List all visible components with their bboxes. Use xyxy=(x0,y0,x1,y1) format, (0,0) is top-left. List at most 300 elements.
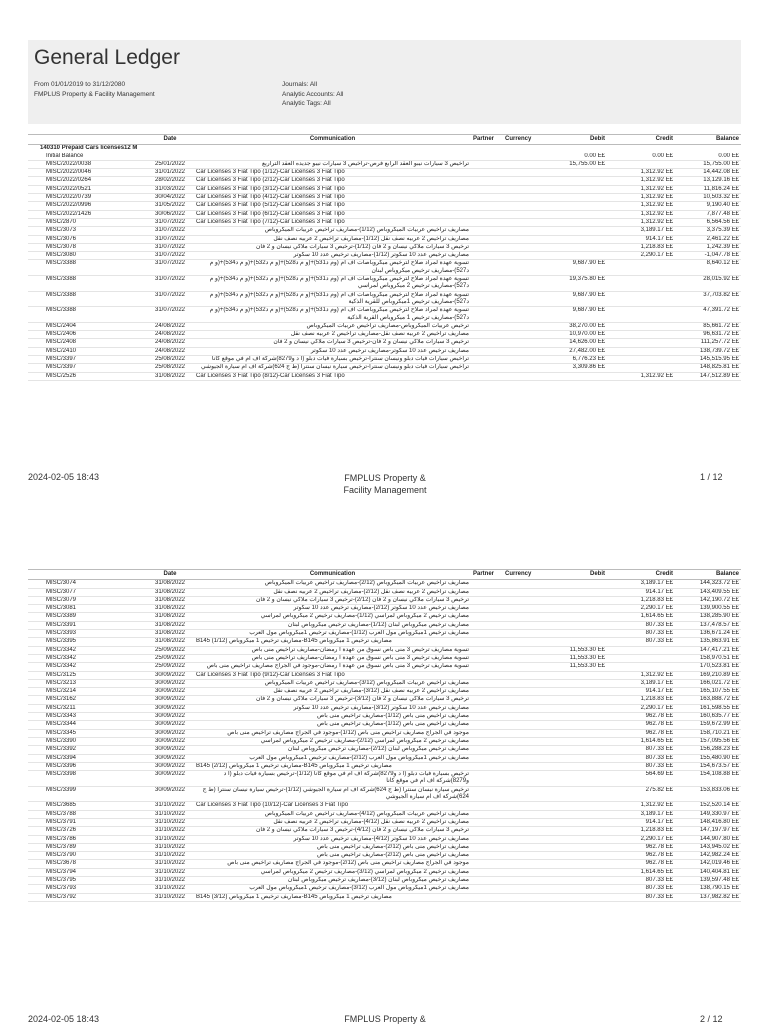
ledger-row xyxy=(28,588,741,596)
entry-date: 31/10/2022 xyxy=(146,810,194,818)
col-currency: Currency xyxy=(503,570,539,580)
entry-currency xyxy=(503,356,539,364)
entry-credit: 3,189.17 E£ xyxy=(607,580,675,588)
entry-debit: 11,553.30 E£ xyxy=(539,646,607,654)
entry-currency xyxy=(503,696,539,704)
entry-balance: -1,047.78 E£ xyxy=(675,252,741,260)
entry-date: 31/01/2022 xyxy=(146,169,194,177)
entry-credit: 807.33 E£ xyxy=(607,621,675,629)
entry-partner xyxy=(471,818,503,826)
entry-communication: B145 مصاريف ترخيص 1 ميكروباص (3/12)-B145 مصاريف ترخيص 1 ميكروباص xyxy=(194,893,471,901)
entry-partner xyxy=(471,810,503,818)
entry-debit xyxy=(539,762,607,770)
entry-balance: 154,108.88 E£ xyxy=(675,771,741,787)
ledger-row xyxy=(28,762,741,770)
entry-reference: MISC/3790 xyxy=(28,852,146,860)
entry-communication: مصاريف ترخيص ميكروباص لبنان (1/12)-مصاريف ترخيص ميكروباص لبنان xyxy=(194,621,471,629)
entry-currency xyxy=(503,372,539,380)
entry-partner xyxy=(471,802,503,810)
entry-partner xyxy=(471,671,503,679)
entry-date: 31/07/2022 xyxy=(146,243,194,251)
entry-communication: مصاريف تراخيص 2 عربيه نصف نقل (2/12)-مصاريف تراخيص 2 عربيه نصف نقل xyxy=(194,588,471,596)
entry-partner xyxy=(471,372,503,380)
entry-credit: 807.33 E£ xyxy=(607,762,675,770)
entry-date: 31/08/2022 xyxy=(146,588,194,596)
entry-balance: 3,375.39 E£ xyxy=(675,227,741,235)
entry-balance: 147,197.97 E£ xyxy=(675,827,741,835)
entry-credit: 962.78 E£ xyxy=(607,852,675,860)
entry-reference: MISC/3078 xyxy=(28,243,146,251)
ledger-row xyxy=(28,580,741,588)
entry-communication: مصاريف تراخيص عربيات الميكروباص (4/12)-مصاريف تراخيص عربيات الميكروباص xyxy=(194,810,471,818)
ledger-row xyxy=(28,169,741,177)
entry-balance: 140,404.81 E£ xyxy=(675,868,741,876)
entry-credit: 1,218.83 E£ xyxy=(607,696,675,704)
entry-communication: مصاريف تراخيص عربيات الميكروباص (1/12)-مصاريف تراخيص عربيات الميكروباص xyxy=(194,227,471,235)
entry-date: 31/08/2022 xyxy=(146,372,194,380)
entry-currency xyxy=(503,868,539,876)
entry-balance: 111,257.72 E£ xyxy=(675,339,741,347)
entry-balance: 0.00 E£ xyxy=(675,153,741,161)
ledger-row xyxy=(28,177,741,185)
entry-balance: 144,907.80 E£ xyxy=(675,835,741,843)
entry-reference: MISC/2022/0739 xyxy=(28,194,146,202)
entry-communication: ترخيص 3 سيارات ملاكي نيسان و 2 فان-ترخيص 3 سيارات ملاكي نيسان و 2 فان xyxy=(194,339,471,347)
entry-date: 31/07/2022 xyxy=(146,276,194,292)
entry-balance: 138,739.72 E£ xyxy=(675,347,741,355)
entry-credit: 1,312.92 E£ xyxy=(607,194,675,202)
entry-currency xyxy=(503,339,539,347)
ledger-row xyxy=(28,746,741,754)
entry-currency xyxy=(503,364,539,372)
entry-balance: 138,285.90 E£ xyxy=(675,613,741,621)
entry-communication: مصاريف تراخيص 2 عربيه نصف نقل (3/12)-مصاريف تراخيص 2 عربيه نصف نقل xyxy=(194,688,471,696)
entry-partner xyxy=(471,771,503,787)
entry-balance: 152,520.14 E£ xyxy=(675,802,741,810)
entry-debit xyxy=(539,621,607,629)
entry-partner xyxy=(471,347,503,355)
entry-balance: 13,129.16 E£ xyxy=(675,177,741,185)
ledger-row xyxy=(28,185,741,193)
entry-date: 31/10/2022 xyxy=(146,802,194,810)
entry-debit xyxy=(539,786,607,802)
entry-reference: MISC/3342 xyxy=(28,654,146,662)
entry-credit: 962.78 E£ xyxy=(607,713,675,721)
entry-debit: 6,776.23 E£ xyxy=(539,356,607,364)
entry-partner xyxy=(471,638,503,646)
entry-partner xyxy=(471,704,503,712)
entry-reference: MISC/3394 xyxy=(28,754,146,762)
entry-communication: Car Licenses 3 Fiat Tipo (5/12)-Car Licenses 3 Fiat Tipo xyxy=(194,202,471,210)
entry-debit xyxy=(539,671,607,679)
entry-currency xyxy=(503,746,539,754)
ledger-row xyxy=(28,252,741,260)
analytic-accounts-filter: Analytic Accounts: All xyxy=(282,91,344,98)
entry-reference: MISC/3678 xyxy=(28,860,146,868)
entry-partner xyxy=(471,243,503,251)
entry-partner xyxy=(471,356,503,364)
entry-debit xyxy=(539,746,607,754)
entry-balance: 165,107.55 E£ xyxy=(675,688,741,696)
entry-balance: 7,877.48 E£ xyxy=(675,210,741,218)
entry-reference: MISC/3396 xyxy=(28,762,146,770)
entry-debit xyxy=(539,679,607,687)
entry-communication: مصاريف ترخيص 1ميكروباص مول العرب (1/12)-مصاريف ترخيص 1ميكروباص مول العرب xyxy=(194,630,471,638)
analytic-tags-filter: Analytic Tags: All xyxy=(282,100,331,107)
ledger-row xyxy=(28,630,741,638)
entry-debit: 38,270.00 E£ xyxy=(539,322,607,330)
entry-credit: 914.17 E£ xyxy=(607,588,675,596)
entry-reference: MISC/3213 xyxy=(28,679,146,687)
account-row xyxy=(28,145,741,153)
entry-date: 30/09/2022 xyxy=(146,786,194,802)
entry-credit xyxy=(607,160,675,168)
entry-date: 25/08/2022 xyxy=(146,364,194,372)
ledger-row xyxy=(28,372,741,380)
entry-partner xyxy=(471,291,503,307)
entry-reference: MISC/3788 xyxy=(28,810,146,818)
entry-credit: 1,312.92 E£ xyxy=(607,671,675,679)
entry-credit: 1,614.65 E£ xyxy=(607,737,675,745)
entry-currency xyxy=(503,218,539,226)
entry-debit xyxy=(539,737,607,745)
entry-partner xyxy=(471,754,503,762)
entry-date: 30/09/2022 xyxy=(146,704,194,712)
entry-debit xyxy=(539,630,607,638)
entry-communication: مصاريف تراخيص عربيات الميكروباص (3/12)-مصاريف تراخيص عربيات الميكروباص xyxy=(194,679,471,687)
report-header xyxy=(28,40,741,124)
ledger-row xyxy=(28,843,741,851)
ledger-row xyxy=(28,893,741,901)
entry-currency xyxy=(503,588,539,596)
entry-communication: ترخيص سيارة نيسان سنترا (ط ج 624)شركة اف ام سيارة الجيوشي (1/12)-ترخيص سيارة نيسان سنترا (ط ج 624)شركة اف ام سيارة الجيوشي xyxy=(194,786,471,802)
entry-reference: MISC/3073 xyxy=(28,227,146,235)
account-label: 140310 Prepaid Cars licenses12 M xyxy=(40,145,138,152)
entry-currency xyxy=(503,688,539,696)
entry-communication: Car Licenses 3 Fiat Tipo (8/12)-Car Licenses 3 Fiat Tipo xyxy=(194,372,471,380)
entry-currency xyxy=(503,235,539,243)
entry-debit xyxy=(539,696,607,704)
entry-currency xyxy=(503,202,539,210)
entry-balance: 15,755.00 E£ xyxy=(675,160,741,168)
entry-date: 31/08/2022 xyxy=(146,613,194,621)
entry-communication: مصاريف ترخيص عدد 10 سكوتر (4/12)-مصاريف ترخيص عدد 10 سكوتر xyxy=(194,835,471,843)
entry-partner xyxy=(471,696,503,704)
entry-balance: 161,598.55 E£ xyxy=(675,704,741,712)
entry-currency xyxy=(503,754,539,762)
entry-balance: 145,515.95 E£ xyxy=(675,356,741,364)
ledger-row xyxy=(28,356,741,364)
entry-debit xyxy=(539,868,607,876)
entry-credit: 2,290.17 E£ xyxy=(607,605,675,613)
entry-partner xyxy=(471,202,503,210)
entry-partner xyxy=(471,762,503,770)
entry-currency xyxy=(503,243,539,251)
entry-debit xyxy=(539,729,607,737)
ledger-row xyxy=(28,638,741,646)
entry-reference: MISC/3344 xyxy=(28,721,146,729)
entry-reference: MISC/2022/1426 xyxy=(28,210,146,218)
entry-date: 25/08/2022 xyxy=(146,356,194,364)
entry-reference: MISC/3393 xyxy=(28,630,146,638)
entry-reference: MISC/3076 xyxy=(28,235,146,243)
entry-credit: 807.33 E£ xyxy=(607,754,675,762)
entry-date: 25/09/2022 xyxy=(146,663,194,671)
entry-debit: 0.00 E£ xyxy=(539,153,607,161)
entry-balance: 155,480.90 E£ xyxy=(675,754,741,762)
ledger-row xyxy=(28,276,741,292)
ledger-row xyxy=(28,827,741,835)
entry-balance: 142,982.24 E£ xyxy=(675,852,741,860)
entry-currency xyxy=(503,605,539,613)
entry-credit xyxy=(607,364,675,372)
ledger-row xyxy=(28,596,741,604)
entry-date: 31/08/2022 xyxy=(146,638,194,646)
entry-currency xyxy=(503,818,539,826)
entry-communication: Car Licenses 3 Fiat Tipo (1/12)-Car Licenses 3 Fiat Tipo xyxy=(194,169,471,177)
entry-partner xyxy=(471,580,503,588)
entry-currency xyxy=(503,291,539,307)
entry-partner xyxy=(471,737,503,745)
date-range: From 01/01/2019 to 31/12/2080 xyxy=(34,81,126,88)
entry-debit xyxy=(539,218,607,226)
ledger-row xyxy=(28,654,741,662)
entry-partner xyxy=(471,218,503,226)
entry-date: 31/05/2022 xyxy=(146,202,194,210)
entry-credit: 807.33 E£ xyxy=(607,876,675,884)
entry-reference: MISC/3388 xyxy=(28,291,146,307)
entry-balance: 1,242.39 E£ xyxy=(675,243,741,251)
entry-reference: MISC/3388 xyxy=(28,307,146,323)
entry-reference: MISC/3391 xyxy=(28,621,146,629)
entry-reference: MISC/3397 xyxy=(28,356,146,364)
entry-date: 31/10/2022 xyxy=(146,860,194,868)
ledger-table-page-2 xyxy=(28,569,741,902)
entry-reference: MISC/3395 xyxy=(28,638,146,646)
entry-date: 31/10/2022 xyxy=(146,876,194,884)
entry-balance: 139,900.55 E£ xyxy=(675,605,741,613)
entry-partner xyxy=(471,885,503,893)
entry-debit xyxy=(539,194,607,202)
company-name: FMPLUS Property & Facility Management xyxy=(34,91,155,98)
entry-communication: تسوية عهدة لمراد صلاح لترخيص ميكروباصات اف ام (وم د531)+(و م د528)+(و م د532)+(و م د534)+(و م د527)-مصاريف ترخيص ميكروباص لبنان xyxy=(194,260,471,276)
entry-balance: 158,710.21 E£ xyxy=(675,729,741,737)
col-debit: Debit xyxy=(539,135,607,145)
entry-currency xyxy=(503,729,539,737)
entry-debit xyxy=(539,605,607,613)
entry-date: 31/10/2022 xyxy=(146,827,194,835)
entry-credit: 807.33 E£ xyxy=(607,885,675,893)
entry-partner xyxy=(471,746,503,754)
entry-debit: 11,553.30 E£ xyxy=(539,663,607,671)
entry-communication: ترخيص بسيارة فيات دبلو (ا د و8279)شركة اف ام في موقع كانا (1/12)-ترخيص بسيارة فيات دبلو (ا د و8279)شركة اف ام في موقع كانا xyxy=(194,771,471,787)
entry-balance: 147,512.89 E£ xyxy=(675,372,741,380)
entry-debit: 15,755.00 E£ xyxy=(539,160,607,168)
ledger-row xyxy=(28,605,741,613)
entry-credit: 1,218.83 E£ xyxy=(607,243,675,251)
entry-communication: موجود في الجراج مصاريف تراخيص منى باص (1/12)-موجود في الجراج مصاريف تراخيص منى باص xyxy=(194,729,471,737)
ledger-row xyxy=(28,347,741,355)
report-title: General Ledger xyxy=(34,46,180,69)
col-partner: Partner xyxy=(471,570,503,580)
entry-partner xyxy=(471,621,503,629)
entry-reference: MISC/2526 xyxy=(28,372,146,380)
ledger-row xyxy=(28,737,741,745)
entry-communication: مصاريف تراخيص منى باص (1/12)-مصاريف تراخيص منى باص xyxy=(194,713,471,721)
entry-date: 31/03/2022 xyxy=(146,185,194,193)
entry-communication: B145 مصاريف ترخيص 1 ميكروباص (1/12)-B145 مصاريف ترخيص 1 ميكروباص xyxy=(194,638,471,646)
entry-partner xyxy=(471,679,503,687)
entry-debit: 19,375.80 E£ xyxy=(539,276,607,292)
entry-date: 31/08/2022 xyxy=(146,596,194,604)
entry-debit xyxy=(539,638,607,646)
entry-partner xyxy=(471,177,503,185)
entry-credit: 807.33 E£ xyxy=(607,746,675,754)
entry-currency xyxy=(503,169,539,177)
entry-communication: تراخيص 3 سيارات نيبو العقد الرابع فرص-تراخيص 3 سيارات نيبو جديده العقد التراربع xyxy=(194,160,471,168)
entry-debit xyxy=(539,818,607,826)
entry-date: 30/09/2022 xyxy=(146,721,194,729)
entry-date: 31/07/2022 xyxy=(146,260,194,276)
entry-date: 24/08/2022 xyxy=(146,339,194,347)
entry-credit: 1,312.92 E£ xyxy=(607,372,675,380)
entry-date: 31/08/2022 xyxy=(146,630,194,638)
entry-currency xyxy=(503,827,539,835)
entry-credit: 807.33 E£ xyxy=(607,630,675,638)
entry-partner xyxy=(471,331,503,339)
entry-credit: 1,614.65 E£ xyxy=(607,868,675,876)
entry-communication: تسوية عهدة لمراد صلاح لترخيص ميكروباصات اف ام (وم د531)+(و م د528)+(و م د532)+(و م د534)+(و م د527)-مصاريف ترخيص 1 ميكروباص القرية الذكية xyxy=(194,307,471,323)
entry-credit xyxy=(607,654,675,662)
entry-debit xyxy=(539,613,607,621)
entry-balance: 169,210.89 E£ xyxy=(675,671,741,679)
entry-partner xyxy=(471,169,503,177)
entry-debit: 3,309.86 E£ xyxy=(539,364,607,372)
entry-currency xyxy=(503,276,539,292)
entry-communication: Car Licenses 3 Fiat Tipo (9/12)-Car Licenses 3 Fiat Tipo xyxy=(194,671,471,679)
ledger-row xyxy=(28,307,741,323)
entry-reference: MISC/2410 xyxy=(28,347,146,355)
entry-reference: MISC/3211 xyxy=(28,704,146,712)
entry-balance: 157,095.56 E£ xyxy=(675,737,741,745)
entry-currency xyxy=(503,307,539,323)
footer-company: FMPLUS Property & xyxy=(344,1014,426,1024)
ledger-row xyxy=(28,802,741,810)
entry-date: 24/08/2022 xyxy=(146,331,194,339)
entry-balance: 158,970.51 E£ xyxy=(675,654,741,662)
ledger-row xyxy=(28,688,741,696)
entry-debit xyxy=(539,704,607,712)
ledger-row xyxy=(28,227,741,235)
entry-credit: 914.17 E£ xyxy=(607,235,675,243)
entry-currency xyxy=(503,876,539,884)
entry-balance: 156,288.23 E£ xyxy=(675,746,741,754)
entry-debit xyxy=(539,721,607,729)
ledger-row xyxy=(28,818,741,826)
entry-currency xyxy=(503,347,539,355)
entry-partner xyxy=(471,153,503,161)
entry-currency xyxy=(503,638,539,646)
entry-debit: 9,687.90 E£ xyxy=(539,260,607,276)
entry-debit xyxy=(539,177,607,185)
entry-debit xyxy=(539,235,607,243)
entry-reference: MISC/3389 xyxy=(28,613,146,621)
entry-date: 30/09/2022 xyxy=(146,771,194,787)
footer-company: FMPLUS Property & Facility Management xyxy=(343,473,427,495)
entry-communication: تسوية عهدة لمراد صلاح لترخيص ميكروباصات اف ام (وم د531)+(و م د528)+(و م د532)+(و م د534)+(و م د527)-مصاريف ترخيص 2 ميكروباص لمراسي xyxy=(194,276,471,292)
entry-reference: MISC/3343 xyxy=(28,713,146,721)
entry-communication: تسوية عهدة لمراد صلاح لترخيص ميكروباصات اف ام (وم د531)+(و م د528)+(و م د532)+(و م د534)+(و م د527)-مصاريف ترخيص 1ميكروباص للقرية الذكية xyxy=(194,291,471,307)
entry-date: 30/09/2022 xyxy=(146,671,194,679)
entry-communication: مصاريف تراخيص 2 عربيه نصف نقل (1/12)-مصاريف تراخيص 2 عربيه نصف نقل xyxy=(194,235,471,243)
entry-reference: Initial Balance xyxy=(28,153,146,161)
ledger-row xyxy=(28,663,741,671)
ledger-row xyxy=(28,210,741,218)
entry-communication: مصاريف ترخيص 2 ميكروباص لمراسي (1/12)-مصاريف ترخيص 2 ميكروباص لمراسي xyxy=(194,613,471,621)
entry-partner xyxy=(471,843,503,851)
entry-date: 31/10/2022 xyxy=(146,885,194,893)
entry-currency xyxy=(503,762,539,770)
entry-reference: MISC/3791 xyxy=(28,818,146,826)
entry-reference: MISC/3077 xyxy=(28,588,146,596)
entry-balance: 153,833.06 E£ xyxy=(675,786,741,802)
entry-debit xyxy=(539,810,607,818)
entry-credit xyxy=(607,322,675,330)
entry-currency xyxy=(503,713,539,721)
entry-currency xyxy=(503,679,539,687)
entry-reference: MISC/2406 xyxy=(28,331,146,339)
entry-communication: مصاريف تراخيص 2 عربيه نصف نقل (4/12)-مصاريف تراخيص 2 عربيه نصف نقل xyxy=(194,818,471,826)
entry-communication: مصاريف تراخيص منى باص (2/12)-مصاريف تراخيص منى باص xyxy=(194,843,471,851)
entry-partner xyxy=(471,596,503,604)
entry-credit: 3,189.17 E£ xyxy=(607,227,675,235)
entry-partner xyxy=(471,868,503,876)
entry-debit xyxy=(539,713,607,721)
col-date: Date xyxy=(146,570,194,580)
col-date: Date xyxy=(146,135,194,145)
entry-date: 30/09/2022 xyxy=(146,737,194,745)
entry-communication xyxy=(194,153,471,161)
entry-communication: مصاريف تراخيص 2 عربيه نصف نقل-مصاريف تراخيص 2 عربيه نصف نقل xyxy=(194,331,471,339)
col-balance: Balance xyxy=(675,570,741,580)
entry-date: 28/02/2022 xyxy=(146,177,194,185)
entry-balance: 135,863.91 E£ xyxy=(675,638,741,646)
entry-date: 31/10/2022 xyxy=(146,843,194,851)
entry-credit xyxy=(607,276,675,292)
entry-communication: Car Licenses 3 Fiat Tipo (7/12)-Car Licenses 3 Fiat Tipo xyxy=(194,218,471,226)
entry-balance: 147,417.21 E£ xyxy=(675,646,741,654)
entry-credit xyxy=(607,339,675,347)
entry-credit: 807.33 E£ xyxy=(607,638,675,646)
entry-reference: MISC/3342 xyxy=(28,663,146,671)
entry-balance: 148,416.80 E£ xyxy=(675,818,741,826)
entry-balance: 143,945.02 E£ xyxy=(675,843,741,851)
entry-credit xyxy=(607,331,675,339)
entry-currency xyxy=(503,177,539,185)
entry-balance: 11,816.24 E£ xyxy=(675,185,741,193)
entry-communication: Car Licenses 3 Fiat Tipo (3/12)-Car Licenses 3 Fiat Tipo xyxy=(194,185,471,193)
entry-currency xyxy=(503,860,539,868)
entry-credit: 1,218.83 E£ xyxy=(607,827,675,835)
entry-balance: 47,391.72 E£ xyxy=(675,307,741,323)
entry-currency xyxy=(503,893,539,901)
entry-communication: Car Licenses 3 Fiat Tipo (10/12)-Car Licenses 3 Fiat Tipo xyxy=(194,802,471,810)
entry-partner xyxy=(471,663,503,671)
entry-balance: 159,672.99 E£ xyxy=(675,721,741,729)
entry-reference: MISC/3794 xyxy=(28,868,146,876)
entry-credit: 3,189.17 E£ xyxy=(607,810,675,818)
entry-partner xyxy=(471,252,503,260)
